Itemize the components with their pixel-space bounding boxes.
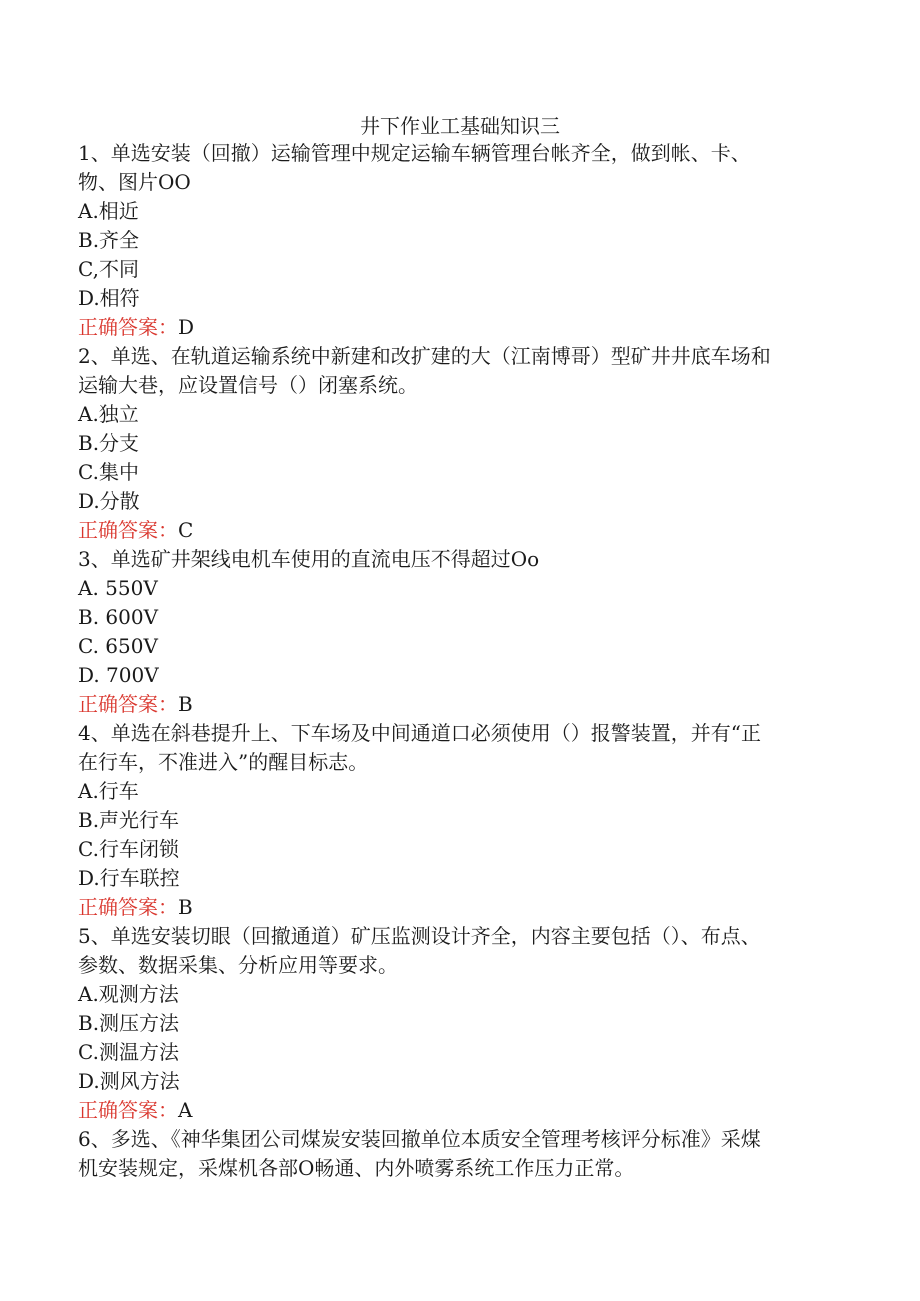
correct-answer <box>78 1096 838 1125</box>
correct-answer-label: 正确答案： <box>78 1098 178 1122</box>
answer-option: B.分支 <box>78 431 140 455</box>
correct-answer-letter: B <box>178 692 193 716</box>
answer-option: D.测风方法 <box>78 1069 180 1093</box>
question-block <box>78 139 838 342</box>
correct-answer-label: 正确答案： <box>78 692 178 716</box>
question-block <box>78 545 838 719</box>
answer-option: C.测温方法 <box>78 1040 179 1064</box>
answer-option: B.声光行车 <box>78 808 180 832</box>
document-title: 井下作业工基础知识三 <box>360 114 560 138</box>
answer-option: A.观测方法 <box>78 982 179 1006</box>
answer-option: A.独立 <box>78 402 139 426</box>
correct-answer <box>78 893 838 922</box>
answer-option: D. 700V <box>78 663 159 687</box>
question-block <box>78 342 838 545</box>
question-text: 运输大巷，应设置信号（）闭塞系统。 <box>78 373 418 397</box>
answer-option: B.测压方法 <box>78 1011 180 1035</box>
correct-answer-label: 正确答案： <box>78 518 178 542</box>
answer-option: A.行车 <box>78 779 139 803</box>
answer-option: D.分散 <box>78 489 140 513</box>
answer-option: D.行车联控 <box>78 866 180 890</box>
correct-answer <box>78 516 838 545</box>
correct-answer-letter: C <box>178 518 194 542</box>
correct-answer-label: 正确答案： <box>78 315 178 339</box>
answer-option: C.行车闭锁 <box>78 837 179 861</box>
correct-answer-letter: B <box>178 895 193 919</box>
answer-option: A.相近 <box>78 199 139 223</box>
question-text: 参数、数据采集、分析应用等要求。 <box>78 953 398 977</box>
answer-option: A. 550V <box>78 576 158 600</box>
question-text: 4、单选在斜巷提升上、下车场及中间通道口必须使用（）报警装置，并有“正 <box>78 721 761 745</box>
question-text: 在行车，不准进入”的醒目标志。 <box>78 750 369 774</box>
correct-answer-letter: A <box>178 1098 193 1122</box>
answer-option: C. 650V <box>78 634 158 658</box>
question-text: 3、单选矿井架线电机车使用的直流电压不得超过Oo <box>78 547 540 571</box>
correct-answer-label: 正确答案： <box>78 895 178 919</box>
question-block <box>78 922 838 1125</box>
correct-answer <box>78 313 838 342</box>
answer-option: B.齐全 <box>78 228 140 252</box>
question-list <box>78 139 838 1183</box>
question-text: 5、单选安装切眼（回撤通道）矿压监测设计齐全，内容主要包括（）、布点、 <box>78 924 761 948</box>
correct-answer <box>78 690 838 719</box>
answer-option: C,不同 <box>78 257 139 281</box>
answer-option: B. 600V <box>78 605 159 629</box>
question-text: 2、单选、在轨道运输系统中新建和改扩建的大（江南博哥）型矿井井底车场和 <box>78 344 771 368</box>
correct-answer-letter: D <box>178 315 195 339</box>
question-block <box>78 1125 838 1183</box>
question-text: 1、单选安装（回撤）运输管理中规定运输车辆管理台帐齐全，做到帐、卡、 <box>78 141 751 165</box>
answer-option: D.相符 <box>78 286 140 310</box>
question-text: 6、多选、《神华集团公司煤炭安装回撤单位本质安全管理考核评分标准》采煤 <box>78 1127 761 1151</box>
answer-option: C.集中 <box>78 460 139 484</box>
question-text: 机安装规定，采煤机各部O畅通、内外喷雾系统工作压力正常。 <box>78 1156 635 1180</box>
question-block <box>78 719 838 922</box>
question-text: 物、图片OO <box>78 170 191 194</box>
